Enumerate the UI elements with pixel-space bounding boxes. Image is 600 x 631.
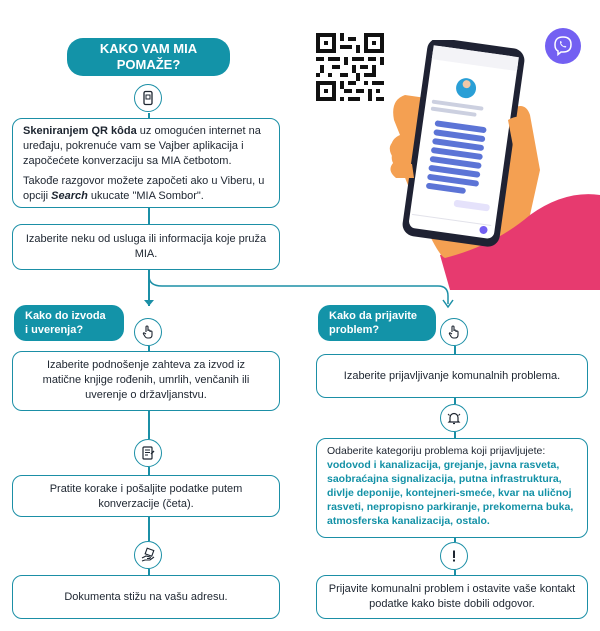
qr-code <box>316 32 384 102</box>
problem-categories: vodovod i kanalizacija, grejanje, javna rasveta, saobraćajna signalizacija, putna infrastruktura, divlje deponije, kontejneri-smeće, kvar na uličnoj rasveti, nepropisno parkiranje, prekomerna buka, atmosferska kanalizacija, ostalo. <box>327 459 574 527</box>
left-step3-text: Dokumenta stižu na vašu adresu. <box>64 591 228 603</box>
left-step3-box <box>12 575 280 619</box>
left-step1-box <box>12 351 280 411</box>
header-title-line1: KAKO VAM MIA <box>99 41 198 56</box>
right-title-pill: Kako da prijavite problem? <box>318 305 436 341</box>
alarm-bell-icon <box>440 404 468 432</box>
header-pill <box>67 38 230 76</box>
scan-qr-box <box>12 118 280 208</box>
document-edit-icon <box>134 439 162 467</box>
right-step1-box <box>316 354 588 398</box>
delivery-hand-icon <box>134 541 162 569</box>
choose-service-box <box>12 224 280 270</box>
scan-qr-text: Skeniranjem QR kôda uz omogućen internet na uređaju, pokrenuće vam se Vajber aplikacija i započećete konverzaciju sa MIA četbotom. <box>23 125 261 167</box>
hand-tap-icon <box>134 318 162 346</box>
right-step1-text: Izaberite prijavljivanje komunalnih problema. <box>343 370 561 382</box>
header-title-line2: POMAŽE? <box>116 57 181 72</box>
choose-service-text: Izaberite neku od usluga ili informacija koje pruža MIA. <box>25 233 267 260</box>
left-step1-text: Izaberite podnošenje zahteva za izvod iz matične knjige rođenih, umrlih, venčanih ili uverenje o državljanstvu. <box>42 359 250 401</box>
exclamation-icon <box>440 542 468 570</box>
right-step3-box <box>316 575 588 619</box>
left-title-pill: Kako do izvoda i uverenja? <box>14 305 124 341</box>
right-step2-box <box>316 438 588 538</box>
phone-scan-icon <box>134 84 162 112</box>
left-step2-text: Pratite korake i pošaljite podatke putem konverzacije (četa). <box>49 483 243 510</box>
left-step2-box <box>12 475 280 517</box>
viber-search-text: Takođe razgovor možete započeti ako u Viberu, u opciji Search ukucate "MIA Sombor". <box>23 175 265 202</box>
right-step2-intro: Odaberite kategoriju problema koji prijavljujete: <box>327 445 546 457</box>
hand-tap-icon-right <box>440 318 468 346</box>
right-step3-text: Prijavite komunalni problem i ostavite vaše kontakt podatke kako biste dobili odgovor. <box>328 583 576 610</box>
phone-illustration <box>380 40 600 290</box>
